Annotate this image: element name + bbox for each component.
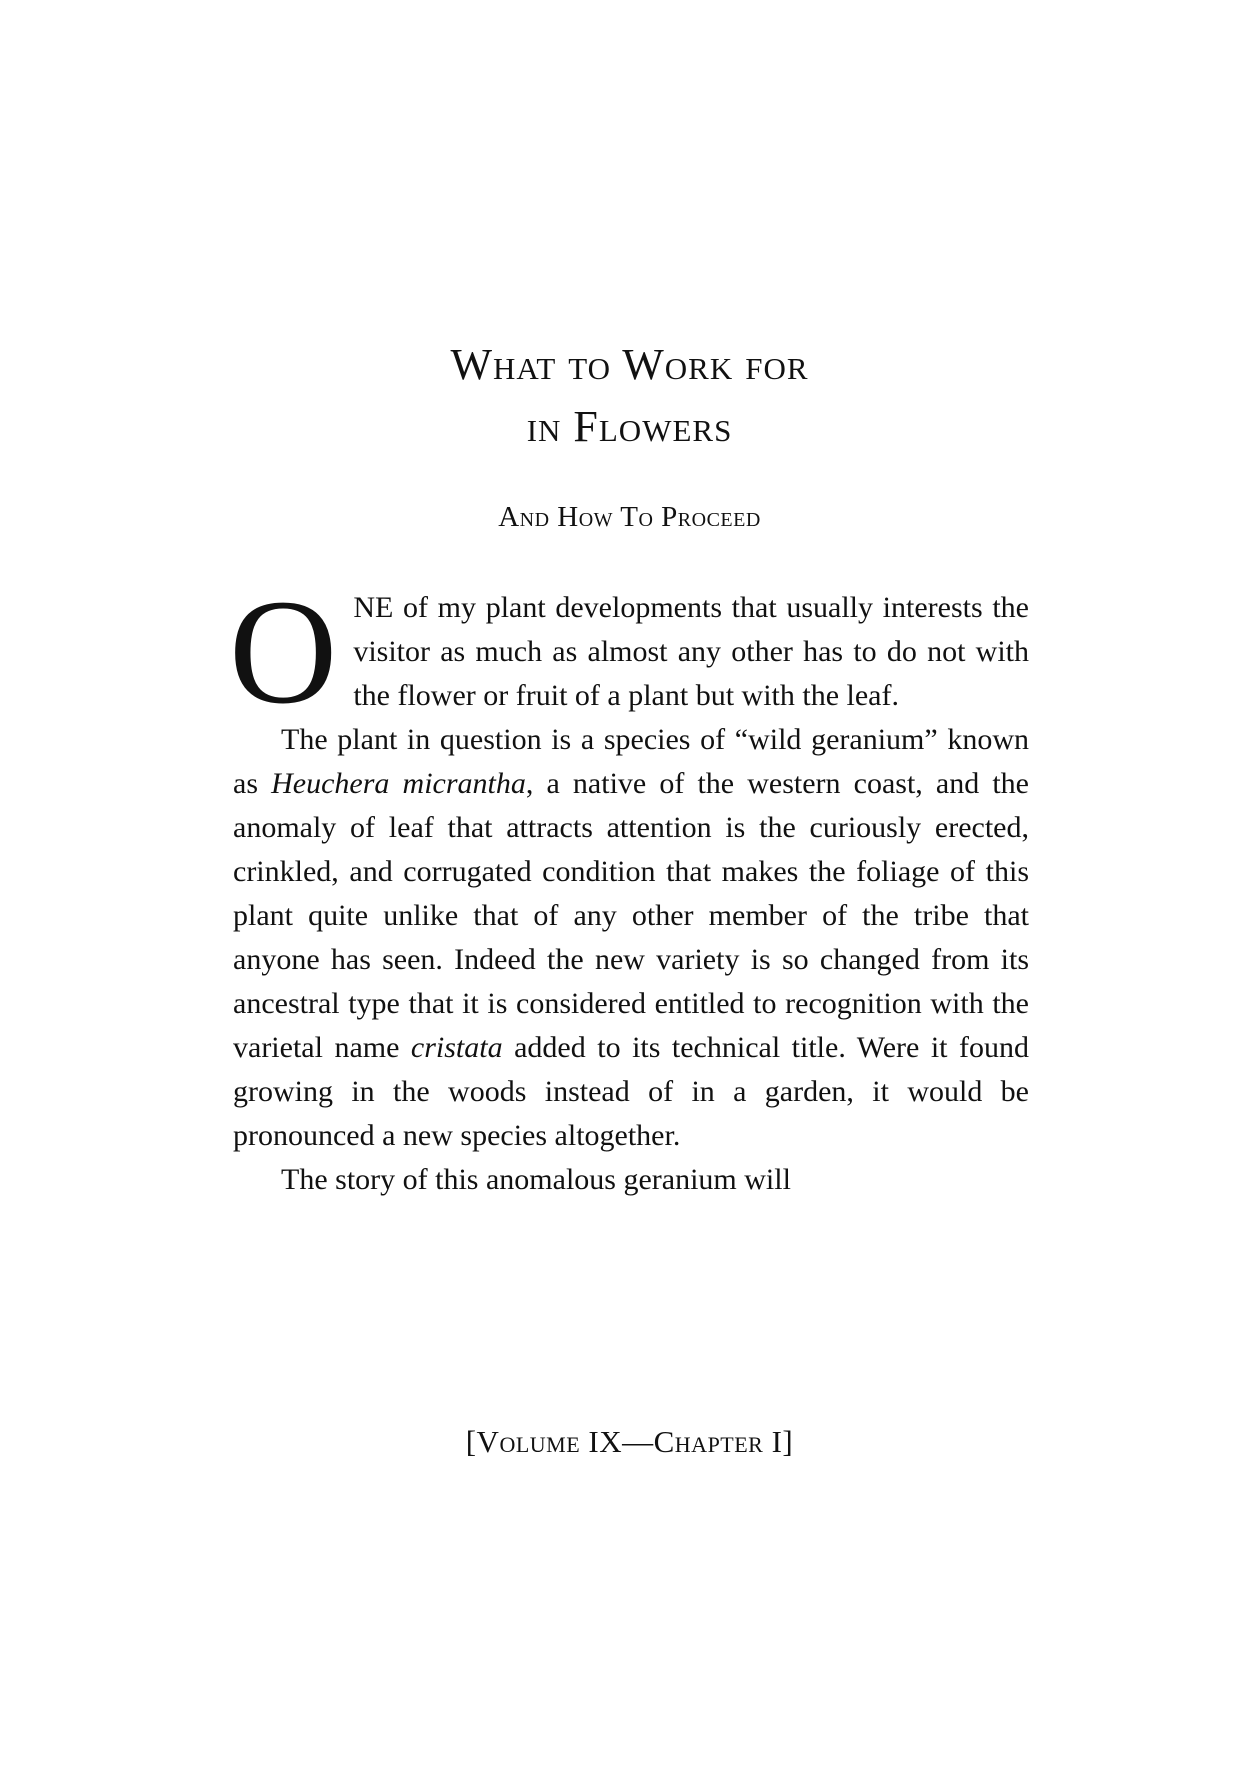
paragraph-2-part-1: The plant in question is a species of “wild geranium” known as — [233, 723, 1029, 800]
drop-cap: O — [229, 569, 338, 735]
chapter-title-line-2: in Flowers — [526, 402, 733, 451]
paragraph-3: The story of this anomalous geranium will — [281, 1163, 791, 1196]
page-footer: [Volume IX—Chapter I] — [465, 1424, 794, 1459]
paragraph-2-part-2: , a native of the western coast, and the anomaly of leaf that attracts attention is the curiously erected, crinkled, and corrugated condition that makes the foliage of this plant quite unlike that of any other member of the tribe that anyone has seen. Indeed the new variety is so changed from its ancestral type that it is considered entitled to recognition with the varietal name — [233, 767, 1029, 1064]
paragraph-1-text: of my plant developments that usually interests the visitor as much as almost any other has to do not with the flower or fruit of a plant but with the leaf. — [353, 591, 1029, 712]
opening-word: NE — [353, 591, 394, 624]
chapter-subtitle: And How To Proceed — [498, 501, 761, 533]
paragraph-2-part-3: added to its technical title. Were it found growing in the woods instead of in a garden, it would be pronounced a new species altogether. — [233, 1031, 1029, 1152]
paragraph-1 — [229, 569, 1029, 735]
body-text — [229, 569, 1029, 1202]
paragraph-2-italic-2: cristata — [410, 1031, 503, 1064]
paragraph-2 — [233, 718, 1029, 1158]
paragraph-2-italic-1: Heuchera micrantha — [271, 767, 526, 800]
chapter-title-line-1: What to Work for — [450, 340, 809, 389]
